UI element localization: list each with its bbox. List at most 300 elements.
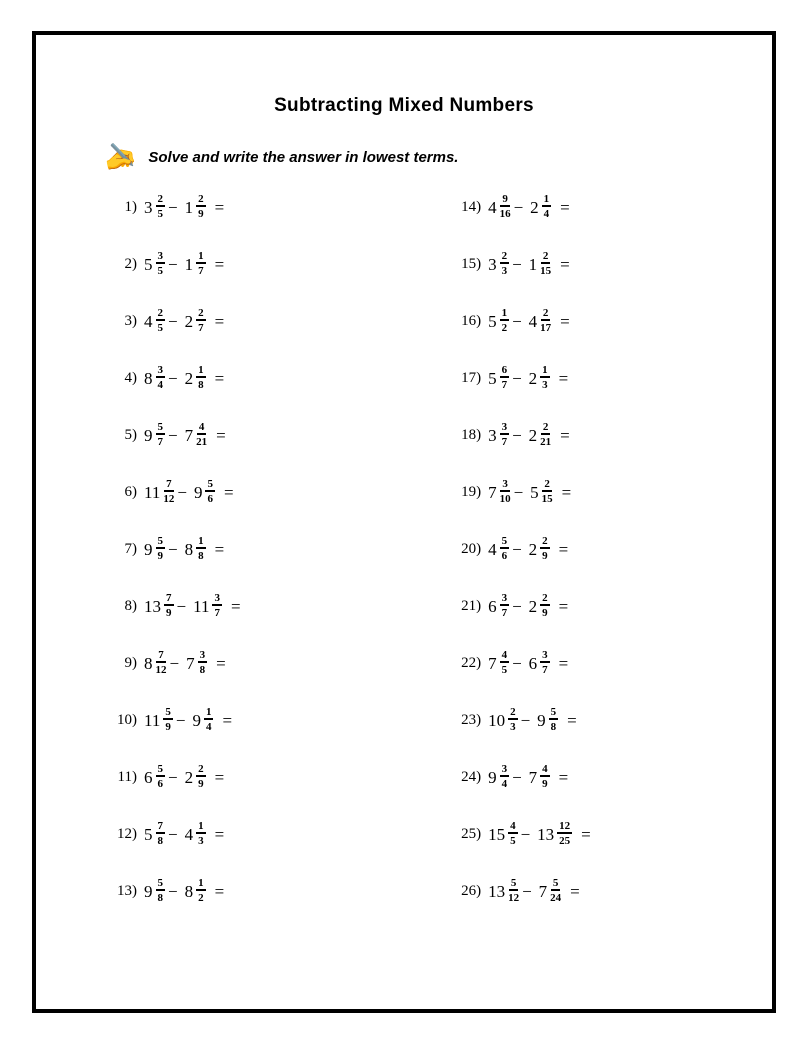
subtrahend-whole-number: 2	[184, 311, 194, 331]
fraction-denominator: 9	[198, 208, 204, 220]
equals-sign: =	[230, 596, 241, 616]
fraction	[508, 877, 519, 904]
equals-sign: =	[570, 881, 580, 901]
minus-operator: −	[168, 425, 178, 445]
problem-row	[101, 407, 406, 464]
minuend-whole-number: 9	[144, 881, 153, 901]
subtrahend-whole-number: 11	[193, 596, 210, 616]
subtrahend-whole-number: 2	[528, 596, 538, 616]
subtrahend-whole-number: 2	[184, 368, 194, 388]
worksheet-page	[32, 31, 776, 1013]
minus-operator: −	[169, 653, 180, 673]
problem-number: 3)	[124, 313, 137, 329]
equals-sign: =	[560, 425, 570, 445]
problem-number: 6)	[124, 484, 137, 500]
problem-row	[101, 236, 406, 293]
fraction	[500, 763, 510, 790]
fraction	[196, 877, 206, 904]
fraction	[156, 250, 166, 277]
problem-row	[101, 293, 406, 350]
fraction	[540, 592, 550, 619]
subtrahend-whole-number: 9	[537, 710, 546, 730]
fraction	[196, 763, 206, 790]
problem-expression	[144, 593, 241, 620]
fraction-denominator: 8	[198, 550, 204, 562]
equals-sign: =	[214, 881, 225, 901]
fraction	[196, 421, 207, 448]
minus-operator: −	[512, 368, 522, 388]
subtrahend-whole-number: 9	[192, 710, 201, 730]
problem-number: 23)	[461, 712, 482, 728]
minuend-whole-number: 5	[488, 311, 497, 331]
fraction-denominator: 21	[540, 436, 552, 448]
problem-number: 15)	[461, 256, 482, 272]
minus-operator: −	[512, 311, 522, 331]
problem-expression	[144, 479, 234, 506]
minus-operator: −	[177, 482, 187, 502]
fraction	[550, 877, 561, 904]
fraction	[163, 478, 174, 505]
fraction-numerator: 2	[156, 193, 166, 207]
problem-expression	[488, 422, 570, 449]
problem-number: 8)	[124, 598, 137, 614]
fraction-numerator: 2	[541, 250, 551, 264]
problem-row	[101, 179, 406, 236]
fraction-denominator: 3	[542, 379, 548, 391]
problem-number: 16)	[461, 313, 482, 329]
minuend-whole-number: 13	[488, 881, 506, 901]
fraction	[164, 592, 174, 619]
minuend-whole-number: 4	[488, 539, 497, 559]
fraction-denominator: 8	[199, 664, 206, 676]
fraction-denominator: 7	[501, 436, 508, 448]
fraction	[500, 478, 511, 505]
minus-operator: −	[520, 824, 531, 844]
equals-sign: =	[214, 539, 225, 559]
problem-row	[445, 293, 772, 350]
minuend-whole-number: 9	[488, 767, 497, 787]
fraction-numerator: 1	[540, 364, 550, 378]
minus-operator: −	[176, 596, 187, 616]
fraction-denominator: 5	[501, 664, 508, 676]
fraction-denominator: 8	[198, 379, 204, 391]
fraction-numerator: 7	[164, 592, 174, 606]
minus-operator: −	[512, 653, 522, 673]
fraction-denominator: 7	[198, 265, 204, 277]
fraction-denominator: 8	[157, 835, 163, 847]
equals-sign: =	[561, 482, 572, 502]
fraction-denominator: 12	[163, 493, 175, 505]
fraction-numerator: 1	[196, 364, 206, 378]
fraction-numerator: 5	[156, 877, 166, 891]
fraction-denominator: 9	[542, 778, 548, 790]
fraction	[542, 478, 553, 505]
minuend-whole-number: 7	[488, 482, 497, 502]
problem-expression	[488, 821, 591, 848]
problem-expression	[488, 194, 570, 221]
subtrahend-whole-number: 6	[528, 653, 538, 673]
subtrahend-whole-number: 7	[184, 425, 194, 445]
problem-number: 7)	[124, 541, 137, 557]
equals-sign: =	[558, 653, 569, 673]
fraction-denominator: 5	[510, 835, 516, 847]
fraction-denominator: 17	[540, 322, 552, 334]
subtrahend-whole-number: 8	[184, 539, 194, 559]
minuend-whole-number: 5	[144, 254, 153, 274]
equals-sign: =	[558, 596, 569, 616]
fraction-numerator: 3	[500, 421, 510, 435]
minuend-whole-number: 3	[144, 197, 153, 217]
fraction	[156, 820, 166, 847]
problem-row	[445, 464, 772, 521]
fraction-denominator: 12	[508, 892, 520, 904]
fraction-numerator: 2	[196, 193, 206, 207]
minus-operator: −	[168, 368, 178, 388]
problem-row	[445, 863, 772, 920]
fraction	[204, 706, 214, 733]
fraction-numerator: 1	[196, 535, 206, 549]
fraction-denominator: 7	[501, 607, 508, 619]
minuend-whole-number: 8	[144, 368, 153, 388]
problem-expression	[144, 251, 224, 278]
subtrahend-whole-number: 13	[537, 824, 555, 844]
subtrahend-whole-number: 1	[184, 254, 194, 274]
fraction-denominator: 16	[499, 208, 511, 220]
problem-number: 24)	[461, 769, 482, 785]
fraction-denominator: 5	[157, 208, 163, 220]
problem-number: 19)	[461, 484, 482, 500]
fraction	[508, 706, 518, 733]
fraction-denominator: 5	[157, 322, 163, 334]
fraction	[500, 193, 511, 220]
problem-number: 13)	[117, 883, 137, 899]
fraction	[205, 478, 215, 505]
minuend-whole-number: 5	[488, 368, 497, 388]
fraction-numerator: 5	[156, 763, 166, 777]
fraction	[196, 307, 206, 334]
fraction-numerator: 5	[500, 535, 510, 549]
fraction-denominator: 4	[543, 208, 550, 220]
equals-sign: =	[216, 653, 226, 673]
fraction	[156, 307, 166, 334]
fraction-denominator: 9	[542, 607, 548, 619]
problem-row	[101, 464, 406, 521]
problem-number: 14)	[461, 199, 482, 215]
fraction	[500, 307, 510, 334]
fraction-numerator: 5	[509, 877, 519, 891]
problem-row	[101, 521, 406, 578]
equals-sign: =	[214, 311, 225, 331]
fraction-numerator: 2	[541, 421, 551, 435]
fraction-numerator: 3	[500, 592, 510, 606]
fraction-denominator: 3	[510, 721, 516, 733]
fraction	[156, 877, 166, 904]
instruction-text: Solve and write the answer in lowest terms.	[148, 148, 459, 166]
fraction	[156, 421, 166, 448]
problem-row	[445, 692, 772, 749]
fraction	[196, 250, 206, 277]
equals-sign: =	[560, 311, 570, 331]
minus-operator: −	[168, 311, 178, 331]
fraction	[163, 706, 173, 733]
fraction-denominator: 9	[542, 550, 548, 562]
problem-number: 20)	[461, 541, 482, 557]
fraction	[198, 649, 208, 676]
problem-row	[445, 578, 772, 635]
fraction	[500, 364, 510, 391]
problem-number: 25)	[461, 826, 482, 842]
problem-number: 11)	[117, 769, 137, 785]
fraction	[540, 421, 551, 448]
minuend-whole-number: 8	[144, 653, 153, 673]
fraction	[212, 592, 222, 619]
fraction-denominator: 7	[198, 322, 204, 334]
equals-sign: =	[560, 254, 570, 274]
fraction-numerator: 3	[212, 592, 222, 606]
fraction-denominator: 9	[198, 778, 204, 790]
worksheet-title: Subtracting Mixed Numbers	[274, 95, 534, 116]
subtrahend-whole-number: 2	[528, 368, 538, 388]
fraction-denominator: 3	[501, 265, 508, 277]
problem-row	[101, 863, 406, 920]
fraction	[156, 364, 166, 391]
problem-expression	[144, 878, 224, 905]
fraction-denominator: 9	[165, 721, 171, 733]
minus-operator: −	[512, 596, 522, 616]
minuend-whole-number: 7	[488, 653, 497, 673]
fraction	[508, 820, 518, 847]
problem-expression	[488, 878, 580, 905]
fraction-numerator: 1	[196, 820, 206, 834]
fraction-numerator: 4	[508, 820, 518, 834]
problem-expression	[488, 251, 570, 278]
equals-sign: =	[558, 368, 569, 388]
fraction-denominator: 6	[501, 550, 508, 562]
minuend-whole-number: 15	[488, 824, 506, 844]
fraction-numerator: 1	[204, 706, 214, 720]
subtrahend-whole-number: 8	[184, 881, 194, 901]
equals-sign: =	[214, 767, 225, 787]
minus-operator: −	[512, 539, 522, 559]
subtrahend-whole-number: 4	[184, 824, 194, 844]
equals-sign: =	[223, 482, 234, 502]
subtrahend-whole-number: 2	[530, 197, 539, 217]
equals-sign: =	[558, 539, 569, 559]
fraction-denominator: 4	[205, 721, 212, 733]
fraction-denominator: 7	[542, 664, 548, 676]
fraction	[540, 763, 550, 790]
problem-row	[445, 521, 772, 578]
problem-expression	[144, 422, 226, 449]
fraction-numerator: 3	[156, 364, 166, 378]
fraction-denominator: 15	[541, 493, 553, 505]
problem-number: 2)	[124, 256, 137, 272]
subtrahend-whole-number: 2	[184, 767, 194, 787]
problem-number: 5)	[124, 427, 137, 443]
fraction	[500, 649, 510, 676]
subtrahend-whole-number: 7	[538, 881, 548, 901]
fraction	[196, 364, 206, 391]
problem-row	[101, 578, 406, 635]
minus-operator: −	[168, 197, 178, 217]
fraction-numerator: 5	[549, 706, 559, 720]
subtrahend-whole-number: 2	[528, 539, 538, 559]
fraction-numerator: 2	[196, 763, 206, 777]
fraction	[196, 193, 206, 220]
minus-operator: −	[513, 482, 524, 502]
fraction-numerator: 5	[551, 877, 561, 891]
fraction-numerator: 7	[156, 820, 166, 834]
problem-expression	[144, 308, 224, 335]
fraction-numerator: 5	[163, 706, 173, 720]
fraction-numerator: 2	[541, 307, 551, 321]
problem-expression	[144, 650, 226, 677]
problem-number: 26)	[461, 883, 482, 899]
fraction	[549, 706, 559, 733]
problem-expression	[488, 308, 570, 335]
minus-operator: −	[522, 881, 532, 901]
problem-row	[445, 806, 772, 863]
fraction	[196, 820, 206, 847]
problem-number: 1)	[124, 199, 137, 215]
minuend-whole-number: 9	[144, 425, 153, 445]
problem-row	[445, 407, 772, 464]
minuend-whole-number: 6	[488, 596, 497, 616]
problem-expression	[488, 365, 568, 392]
problem-expression	[488, 650, 568, 677]
problem-expression	[144, 707, 232, 734]
minus-operator: −	[168, 539, 178, 559]
problem-row	[445, 350, 772, 407]
fraction-numerator: 1	[196, 250, 206, 264]
subtrahend-whole-number: 1	[528, 254, 538, 274]
problem-number: 9)	[124, 655, 137, 671]
fraction	[156, 535, 166, 562]
problem-row	[101, 692, 406, 749]
fraction	[156, 193, 166, 220]
problem-row	[101, 350, 406, 407]
fraction-denominator: 12	[155, 664, 167, 676]
fraction-numerator: 5	[156, 535, 166, 549]
problem-row	[445, 179, 772, 236]
minus-operator: −	[512, 767, 522, 787]
problem-expression	[144, 194, 224, 221]
minus-operator: −	[168, 824, 178, 844]
fraction-numerator: 2	[500, 250, 510, 264]
fraction-denominator: 8	[550, 721, 557, 733]
fraction-denominator: 7	[157, 436, 163, 448]
fraction	[542, 193, 552, 220]
fraction-denominator: 6	[157, 778, 163, 790]
fraction-denominator: 21	[196, 436, 208, 448]
minuend-whole-number: 13	[144, 596, 161, 616]
minuend-whole-number: 3	[488, 425, 497, 445]
fraction-numerator: 1	[196, 877, 206, 891]
minuend-whole-number: 9	[144, 539, 153, 559]
minus-operator: −	[513, 197, 524, 217]
fraction-denominator: 25	[559, 835, 571, 847]
problem-number: 18)	[461, 427, 482, 443]
problem-number: 4)	[124, 370, 137, 386]
problem-row	[101, 749, 406, 806]
fraction-numerator: 6	[500, 364, 510, 378]
minus-operator: −	[168, 254, 178, 274]
minus-operator: −	[175, 710, 186, 730]
problem-row	[101, 806, 406, 863]
equals-sign: =	[214, 824, 225, 844]
fraction-numerator: 1	[500, 307, 510, 321]
fraction-numerator: 4	[540, 763, 550, 777]
minuend-whole-number: 10	[488, 710, 506, 730]
fraction	[156, 649, 167, 676]
fraction-denominator: 9	[166, 607, 172, 619]
problem-number: 12)	[117, 826, 137, 842]
problem-number: 10)	[117, 712, 137, 728]
fraction	[557, 820, 572, 847]
minus-operator: −	[168, 767, 178, 787]
fraction	[500, 535, 510, 562]
equals-sign: =	[216, 425, 226, 445]
fraction-denominator: 2	[501, 322, 508, 334]
fraction-numerator: 5	[156, 421, 166, 435]
fraction	[156, 763, 166, 790]
equals-sign: =	[558, 767, 569, 787]
problem-expression	[144, 764, 224, 791]
fraction-numerator: 2	[540, 592, 550, 606]
equals-sign: =	[581, 824, 591, 844]
fraction	[540, 535, 550, 562]
problem-row	[445, 749, 772, 806]
fraction-numerator: 2	[156, 307, 166, 321]
subtrahend-whole-number: 1	[184, 197, 194, 217]
instruction-row	[104, 141, 772, 173]
fraction	[540, 364, 550, 391]
minuend-whole-number: 11	[144, 482, 161, 502]
problem-row	[101, 635, 406, 692]
minus-operator: −	[512, 425, 522, 445]
fraction-denominator: 4	[157, 379, 163, 391]
equals-sign: =	[560, 197, 570, 217]
problem-number: 21)	[461, 598, 482, 614]
fraction	[500, 421, 510, 448]
problem-expression	[488, 536, 568, 563]
fraction-numerator: 2	[196, 307, 206, 321]
fraction-numerator: 2	[542, 478, 552, 492]
fraction-denominator: 2	[198, 892, 204, 904]
fraction-denominator: 7	[214, 607, 220, 619]
fraction-numerator: 7	[164, 478, 174, 492]
problems-columns	[36, 179, 772, 920]
fraction	[540, 250, 551, 277]
problem-expression	[488, 593, 568, 620]
fraction-denominator: 6	[207, 493, 213, 505]
minuend-whole-number: 6	[144, 767, 153, 787]
fraction-numerator: 2	[508, 706, 518, 720]
fraction-numerator: 3	[198, 649, 208, 663]
equals-sign: =	[214, 197, 225, 217]
fraction-numerator: 3	[156, 250, 166, 264]
fraction-numerator: 9	[500, 193, 510, 207]
fraction-numerator: 4	[500, 649, 510, 663]
fraction	[196, 535, 206, 562]
subtrahend-whole-number: 4	[528, 311, 538, 331]
subtrahend-whole-number: 7	[528, 767, 538, 787]
minuend-whole-number: 4	[488, 197, 497, 217]
fraction-denominator: 8	[157, 892, 163, 904]
problem-expression	[488, 764, 568, 791]
problem-expression	[144, 536, 224, 563]
minuend-whole-number: 11	[144, 710, 161, 730]
